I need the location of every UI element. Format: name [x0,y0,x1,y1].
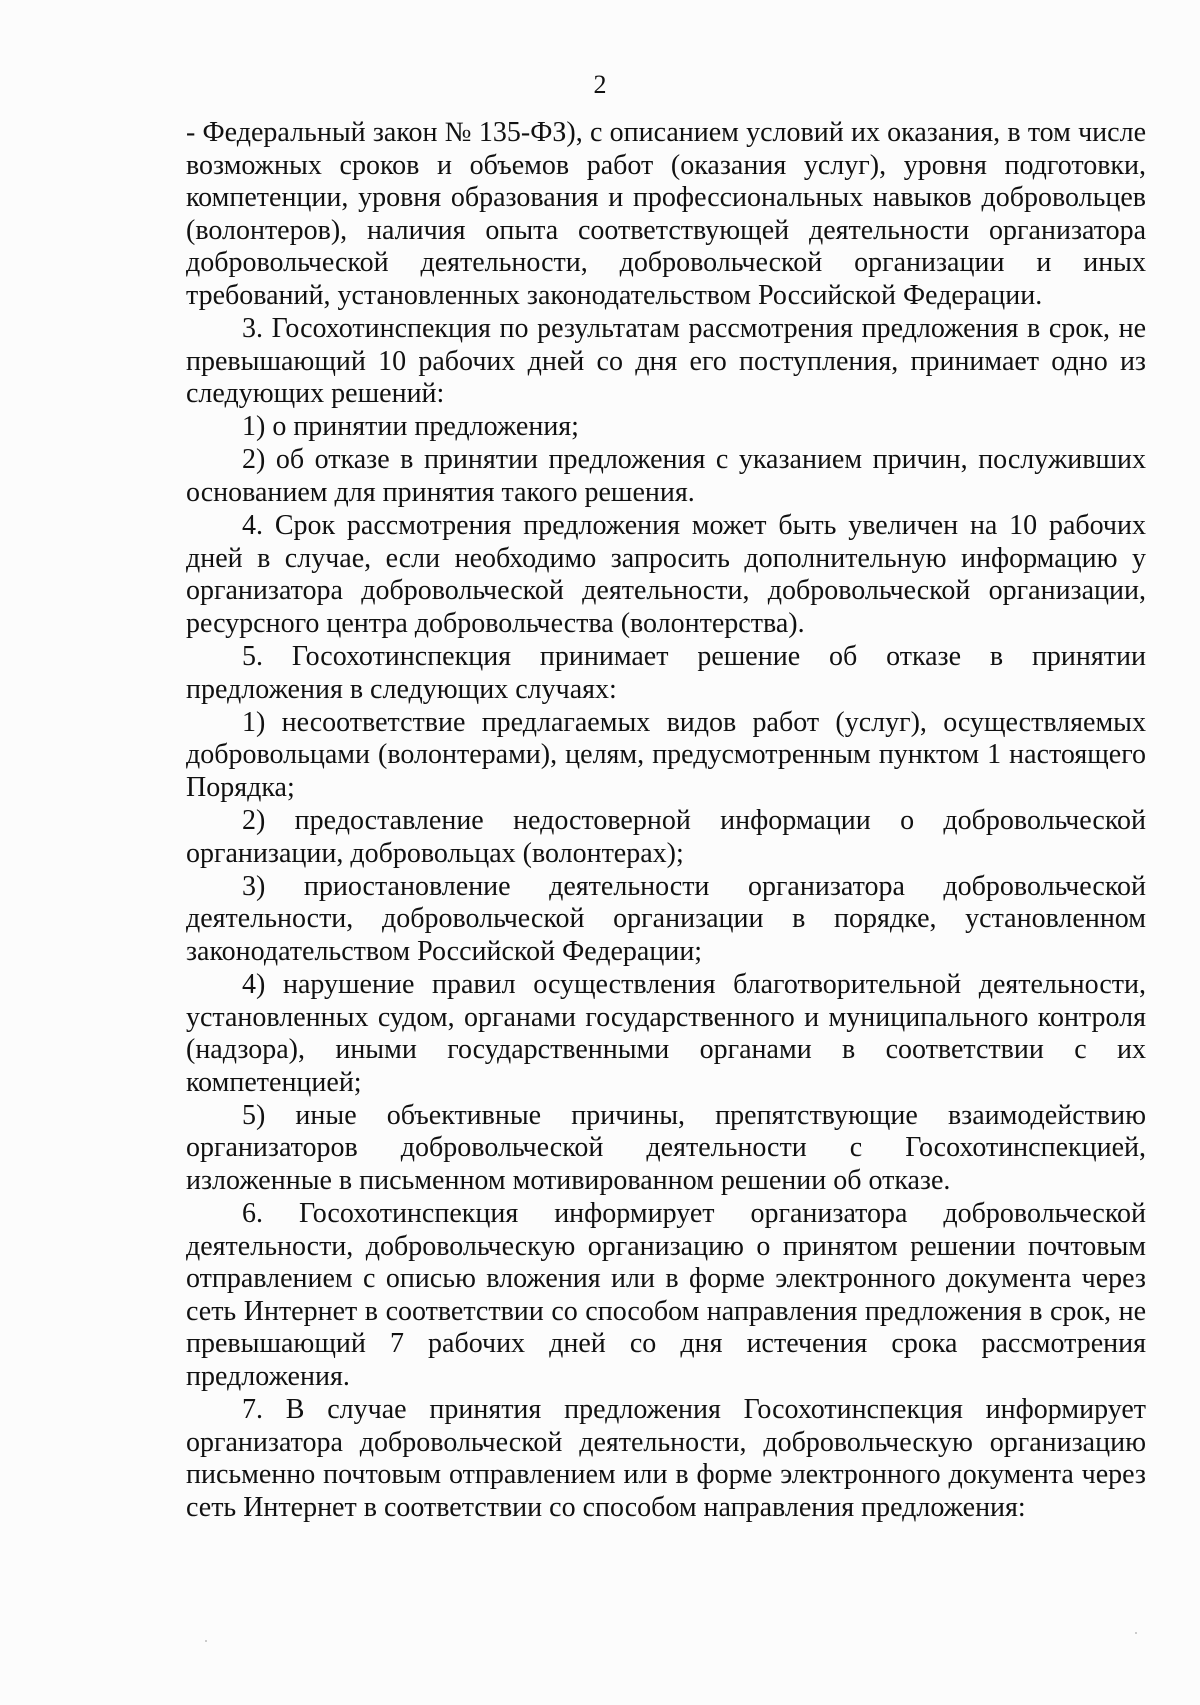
paragraph-7: 1) несоответствие предлагаемых видов работ (услуг), осуществляемых добровольцами (волонтерами), целям, предусмотренным пунктом 1 настоящего Порядка; [186,706,1146,803]
document-body [186,117,1146,1525]
paragraph-13: 7. В случае принятия предложения Госохотинспекция информирует организатора добровольческой деятельности, добровольческую организацию письменно почтовым отправлением или в форме электронного документа через сеть Интернет в соответствии со способом направления предложения: [186,1394,1146,1523]
scan-speck [205,1640,207,1642]
paragraph-11: 5) иные объективные причины, препятствующие взаимодействию организаторов добровольческой деятельности с Госохотинспекцией, изложенные в письменном мотивированном решении об отказе. [186,1099,1146,1196]
paragraph-9: 3) приостановление деятельности организатора добровольческой деятельности, добровольческой организации в порядке, установленном законодательством Российской Федерации; [186,870,1146,967]
paragraph-10: 4) нарушение правил осуществления благотворительной деятельности, установленных судом, органами государственного и муниципального контроля (надзора), иными государственными органами в соответствии с их компетенцией; [186,968,1146,1098]
paragraph-12: 6. Госохотинспекция информирует организатора добровольческой деятельности, добровольческую организацию о принятом решении почтовым отправлением с описью вложения или в форме электронного документа через сеть Интернет в соответствии со способом направления предложения в срок, не превышающий 7 рабочих дней со дня истечения срока рассмотрения предложения. [186,1198,1146,1393]
scan-speck [1135,1632,1137,1634]
paragraph-5: 4. Срок рассмотрения предложения может быть увеличен на 10 рабочих дней в случае, если необходимо запросить дополнительную информацию у организатора добровольческой деятельности, добровольческой организации, ресурсного центра добровольчества (волонтерства). [186,510,1146,639]
paragraph-2: 3. Госохотинспекция по результатам рассмотрения предложения в срок, не превышающий 10 рабочих дней со дня его поступления, принимает одно из следующих решений: [186,313,1146,410]
page-number: 2 [593,70,607,99]
paragraph-4: 2) об отказе в принятии предложения с указанием причин, послуживших основанием для принятия такого решения. [186,444,1146,509]
paragraph-6: 5. Госохотинспекция принимает решение об отказе в принятии предложения в следующих случаях: [186,641,1146,705]
paragraph-3: 1) о принятии предложения; [242,411,579,443]
paragraph-8: 2) предоставление недостоверной информации о добровольческой организации, добровольцах (волонтерах); [186,804,1146,869]
paragraph-1: - Федеральный закон № 135-ФЗ), с описанием условий их оказания, в том числе возможных сроков и объемов работ (оказания услуг), уровня подготовки, компетенции, уровня образования и профессиональных навыков добровольцев (волонтеров), наличия опыта соответствующей деятельности организатора добровольческой деятельности, добровольческой организации и иных требований, установленных законодательством Российской Федерации. [186,117,1146,311]
